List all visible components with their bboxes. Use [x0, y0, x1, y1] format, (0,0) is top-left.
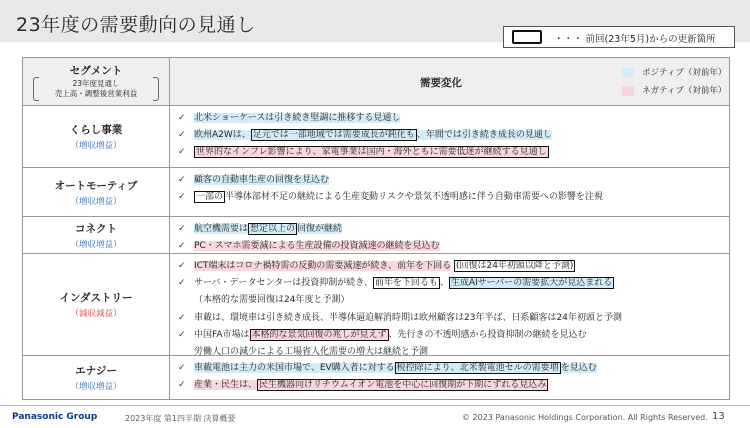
- update-box-swatch: [512, 30, 542, 44]
- segment-status: （増収増益）: [70, 196, 122, 207]
- change-cell: [170, 217, 729, 254]
- updated-text: 一部の: [196, 192, 224, 203]
- change-header-title: 需要変化: [420, 77, 462, 89]
- segment-cell: [23, 168, 170, 217]
- updated-text: 生成AIサーバーの需要拡大が見込まれる: [450, 278, 613, 289]
- updated-text: 税控除により、北米製電池セルの需要増: [396, 363, 559, 373]
- change-line: [178, 327, 721, 344]
- update-legend-label: ・・・ 前回(23年5月)からの更新箇所: [554, 34, 716, 45]
- check-icon: ✓: [178, 147, 186, 158]
- change-text: 車載電池は主力の米国市場で、EV購入者に対する: [194, 363, 395, 373]
- change-line: [178, 360, 721, 377]
- positive-legend-label: ポジティブ（対前年）: [642, 68, 727, 78]
- check-icon: ✓: [178, 363, 186, 373]
- updated-text: 民生機器向けリチウムイオン電池を中心に回復期が下期にずれる見込み: [259, 380, 547, 391]
- segment-header-sub1: 23年度見通し: [72, 79, 120, 88]
- change-header: [170, 58, 729, 106]
- change-line: [178, 221, 721, 238]
- page-number: 13: [712, 411, 725, 422]
- change-cell: [170, 106, 729, 168]
- change-text: ICT端末はコロナ禍特需の反動の需要減速が続き、前年を下回る: [194, 261, 452, 271]
- segment-cell: [23, 356, 170, 399]
- change-text: 顧客の自動車生産の回復を見込む: [194, 175, 330, 185]
- change-line: [178, 189, 721, 206]
- change-text: 回復が継続: [297, 224, 343, 234]
- change-line: [178, 377, 721, 394]
- positive-swatch: [622, 68, 634, 78]
- segment-name: オートモーティブ: [54, 179, 138, 192]
- change-cell: [170, 356, 729, 399]
- change-line: [178, 238, 721, 255]
- check-icon: ✓: [178, 380, 186, 391]
- right-bracket-icon: [153, 77, 159, 101]
- change-line: [178, 172, 721, 189]
- updated-text: 足元では一部地域では需要成長が鈍化も: [252, 130, 415, 141]
- negative-legend-label: ネガティブ（対前年）: [642, 86, 727, 96]
- check-icon: ✓: [178, 130, 186, 141]
- updated-text: 前年を下回るも: [374, 278, 438, 289]
- change-text: を見込む: [560, 363, 597, 373]
- segment-name: コネクト: [75, 222, 117, 235]
- change-line: [178, 275, 721, 292]
- change-text: 、年間では引き続き成長の見通し: [416, 130, 552, 141]
- check-icon: ✓: [178, 175, 186, 185]
- segment-cell: [23, 217, 170, 254]
- change-text: サーバ・データセンターは投資抑制が続き、: [194, 278, 373, 289]
- segment-header: [23, 58, 170, 106]
- change-line: [178, 144, 721, 161]
- segment-status: （増収増益）: [70, 382, 122, 392]
- change-text: 北米ショーケースは引き続き堅調に推移する見通し: [194, 113, 401, 123]
- check-icon: ✓: [178, 113, 186, 123]
- change-text: 労働人口の減少による工場省人化需要の増大は継続と予測: [194, 346, 429, 357]
- left-bracket-icon: [33, 77, 39, 101]
- updated-text: (回復は24年初頭以降と予測): [455, 261, 574, 271]
- updated-text: 世界的なインフレ影響により、家電事業は国内・海外ともに需要低迷が継続する見通し: [196, 147, 547, 158]
- footer: [0, 405, 750, 428]
- negative-swatch: [622, 86, 634, 96]
- segment-status: （増収増益）: [70, 239, 122, 250]
- brand-logo: Panasonic Group: [12, 412, 98, 422]
- change-text: 中国FA市場は: [194, 329, 250, 340]
- segment-name: インダストリー: [59, 292, 133, 304]
- change-text: 欧州A2Wは、: [194, 130, 251, 141]
- check-icon: ✓: [178, 329, 186, 340]
- change-text: 車載は、環境車は引き続き成長、半導体逼迫解消時期は欧州顧客は23年半ば、日系顧客は24年初頭と予測: [194, 312, 622, 323]
- check-icon: ✓: [178, 192, 186, 203]
- change-cell: [170, 254, 729, 356]
- segment-status: （減収減益）: [70, 309, 122, 319]
- change-line: [178, 258, 721, 275]
- positive-legend: [622, 66, 726, 78]
- segment-cell: [23, 106, 170, 168]
- negative-legend: [622, 84, 726, 96]
- fiscal-label: 2023年度 第1四半期 決算概要: [125, 414, 236, 423]
- change-text: 半導体部材不足の継続による生産変動リスクや景気不透明感に伴う自動車需要への影響を注視: [225, 192, 603, 203]
- segment-name: エナジー: [75, 365, 117, 377]
- change-text: PC・スマホ需要減による生産設備の投資減速の継続を見込む: [194, 241, 440, 252]
- page-title: 23年度の需要動向の見通し: [16, 14, 256, 36]
- segment-header-sub2: 売上高・調整後営業利益: [54, 89, 138, 98]
- change-text: （本格的な需要回復は24年度と予測）: [194, 295, 350, 306]
- check-icon: ✓: [178, 241, 186, 252]
- segment-header-title: セグメント: [69, 65, 123, 77]
- change-cell: [170, 168, 729, 217]
- updated-text: 本格的な景気回復の兆しが見えず: [251, 329, 387, 340]
- change-text: 産業・民生は、: [194, 380, 258, 391]
- updated-text: 想定以上の: [250, 224, 296, 234]
- segment-status: （増収増益）: [70, 141, 122, 151]
- update-legend: [503, 26, 735, 48]
- change-text: 、先行きの不透明感から投資抑制の継続を見込む: [388, 329, 587, 340]
- change-line: [178, 310, 721, 327]
- change-text: 航空機需要は: [194, 224, 249, 234]
- change-line: [178, 292, 721, 309]
- change-text: 、: [439, 278, 449, 289]
- check-icon: ✓: [178, 224, 186, 234]
- check-icon: ✓: [178, 312, 186, 323]
- change-line: [178, 127, 721, 144]
- demand-table: [22, 57, 730, 400]
- check-icon: ✓: [178, 261, 186, 271]
- segment-name: くらし事業: [69, 124, 123, 136]
- change-line: [178, 110, 721, 127]
- segment-cell: [23, 254, 170, 356]
- copyright: © 2023 Panasonic Holdings Corporation. All Rights Reserved.: [462, 413, 708, 422]
- check-icon: ✓: [178, 278, 186, 289]
